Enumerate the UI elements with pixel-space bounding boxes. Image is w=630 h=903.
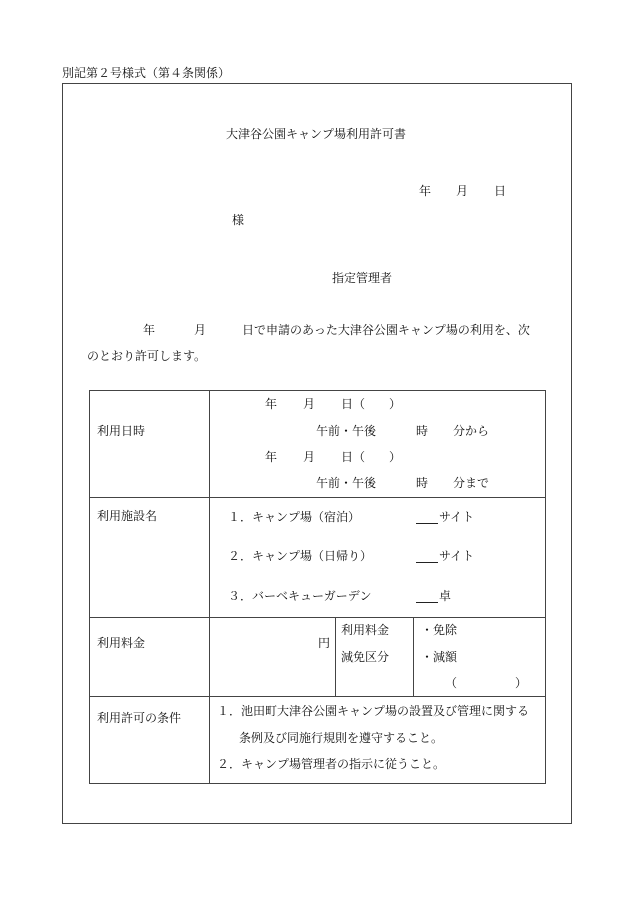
start-hour: 時 [416,424,429,438]
end-to: 分まで [453,476,490,490]
facility-unit: 卓 [439,589,452,603]
form-number-label: 別記第２号様式（第４条関係） [62,66,231,80]
issuer-label: 指定管理者 [332,271,393,285]
reduction-label-2: 減免区分 [341,650,390,664]
column-divider [209,391,210,783]
date-day: 日 [494,184,507,198]
start-month: 月 [303,397,316,411]
facility-name: ３．バーベキューガーデン [228,589,372,603]
start-year: 年 [265,397,278,411]
blank-field [416,590,438,603]
row-label-datetime: 利用日時 [97,424,146,438]
blank-field [416,511,438,524]
recipient-suffix: 様 [232,213,245,227]
document-title: 大津谷公園キャンプ場利用許可書 [226,127,407,141]
facility-count [416,589,451,603]
facility-name: １．キャンプ場（宿泊） [228,510,361,524]
column-divider [335,617,336,696]
end-hour: 時 [416,476,429,490]
date-month: 月 [456,184,469,198]
facility-unit: サイト [439,549,475,563]
end-month: 月 [303,450,316,464]
row-divider [90,497,545,498]
end-day: 日（ ） [341,450,402,464]
row-label-facility: 利用施設名 [97,509,158,523]
condition-line: ２．キャンプ場管理者の指示に従うこと。 [217,757,446,771]
end-ampm: 午前・午後 [316,476,377,490]
reduction-label-1: 利用料金 [341,623,390,637]
condition-line: 条例及び同施行規則を遵守すること。 [239,731,444,745]
row-divider [90,696,545,697]
fee-yen: 円 [318,636,331,650]
facility-name: ２．キャンプ場（日帰り） [228,549,373,563]
column-divider [413,617,414,696]
start-from: 分から [453,424,490,438]
body-year: 年 [143,323,156,337]
date-year: 年 [419,184,432,198]
body-line2: のとおり許可します。 [87,349,207,363]
facility-count [416,549,474,563]
condition-line: １．池田町大津谷公園キャンプ場の設置及び管理に関する [217,704,530,718]
option-exempt: ・免除 [421,623,458,637]
body-month: 月 [194,323,207,337]
row-label-conditions: 利用許可の条件 [97,711,182,725]
blank-field [416,550,438,563]
paren-open: （ [445,676,458,690]
row-label-fee: 利用料金 [97,636,146,650]
facility-count [416,510,474,524]
end-year: 年 [265,450,278,464]
facility-unit: サイト [439,510,475,524]
row-divider [90,617,545,618]
paren-close: ） [515,676,528,690]
option-reduce: ・減額 [421,650,458,664]
body-line1: 日で申請のあった大津谷公園キャンプ場の利用を、次 [242,323,530,337]
start-ampm: 午前・午後 [316,424,377,438]
start-day: 日（ ） [341,397,402,411]
